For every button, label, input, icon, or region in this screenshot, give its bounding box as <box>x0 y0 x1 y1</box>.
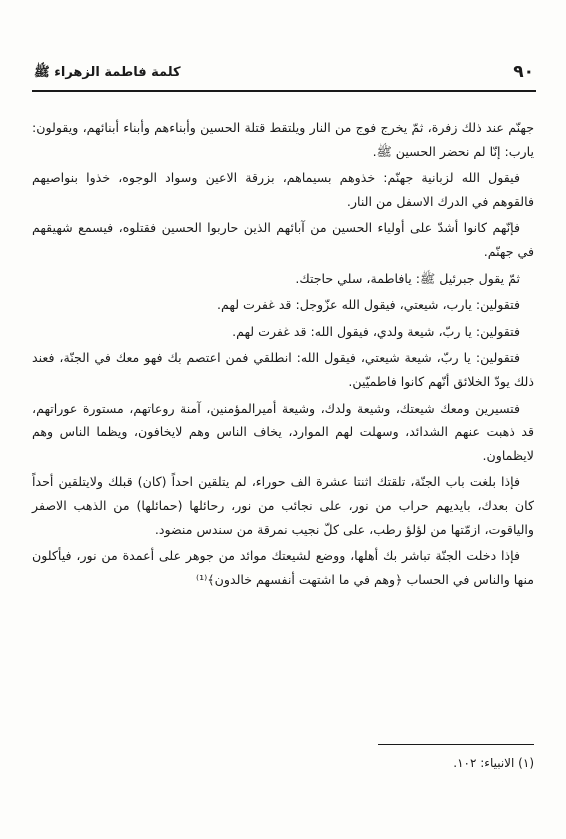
paragraph: فإنّهم كانوا أشدّ على أولياء الحسين من آبائهم الذين حاربوا الحسين فقتلوه، فيسمع شهيقهم في جهنّم. <box>32 220 534 259</box>
footnote: (١) الانبياء: ١٠٢. <box>453 756 534 770</box>
paragraph: جهنّم عند ذلك زفرة، ثمّ يخرج فوج من النار ويلتقط قتلة الحسين وأبناءهم وأبناء أبنائهم، ويقولون: يارب: إنّا لم نحضر الحسين ﷺ. <box>32 120 534 159</box>
paragraph: ثمّ يقول جبرئيل ﷺ: يافاطمة، سلي حاجتك. <box>295 270 520 286</box>
paragraph: فتقولين: يا ربّ، شيعة شيعتي، فيقول الله: انطلقي فمن اعتصم بك فهو معك في الجنّة، فعند ذلك يودّ الخلائق أنّهم كانوا فاطميّين. <box>32 350 534 389</box>
footnote-rule <box>378 744 534 745</box>
paragraph: فتسيرين ومعك شيعتك، وشيعة ولدك، وشيعة أميرالمؤمنين، آمنة روعاتهم، مستورة عوراتهم، قد ذهبت عنهم الشدائد، وسهلت لهم الموارد، يخاف الناس وهم لايخافون، ويظما الناس وهم لايظماون. <box>32 400 534 463</box>
running-title: كلمة فاطمة الزهراء ﷺ <box>34 65 181 80</box>
paragraph: فتقولين: يا ربّ، شيعة ولدي، فيقول الله: قد غفرت لهم. <box>232 323 520 339</box>
paragraph: فإذا بلغت باب الجنّة، تلقتك اثنتا عشرة الف حوراء، لم يتلقين احداً (كان) قبلك ولايتلقين أحداً كان بعدك، بايديهم حراب من نور، على نجائب من نور، رحائلها (حمائلها) من الذهب الاصفر والياقوت، ازمّتها من لؤلؤ رطب، على كلّ نجيب نمرقة من سندس منضود. <box>32 474 534 537</box>
page-header <box>34 62 534 84</box>
paragraph: فيقول الله لزبانية جهنّم: خذوهم بسيماهم، بزرقة الاعين وسواد الوجوه، خذوا بنواصيهم فالقوهم في الدرك الاسفل من النار. <box>32 170 534 209</box>
body-text <box>32 116 534 594</box>
header-rule <box>32 90 536 92</box>
page-number: ٩٠ <box>513 62 534 82</box>
paragraph: فتقولين: يارب، شيعتي، فيقول الله عزّوجل: قد غفرت لهم. <box>217 297 520 313</box>
paragraph: فإذا دخلت الجنّة تباشر بك أهلها، ووضع لشيعتك موائد من جوهر على أعمدة من نور، فيأكلون منها والناس في الحساب ﴿وهم في ما اشتهت أنفسهم خالدون﴾⁽¹⁾ <box>32 548 534 587</box>
